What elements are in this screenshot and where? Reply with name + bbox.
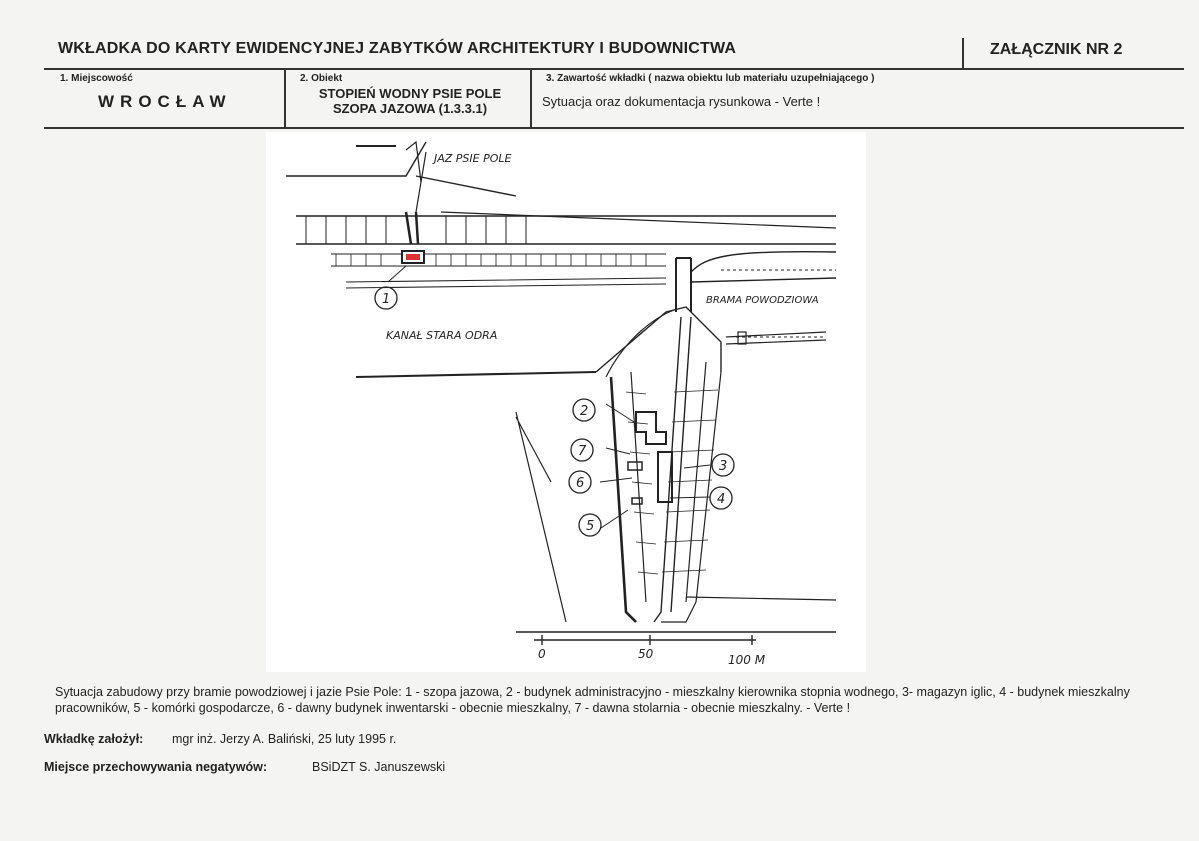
- storage-label: Miejsce przechowywania negatywów:: [44, 760, 267, 774]
- sheet-title: WKŁADKA DO KARTY EWIDENCYJNEJ ZABYTKÓW ARCHITEKTURY I BUDOWNICTWA: [58, 40, 737, 57]
- label-weir: JAZ PSIE POLE: [434, 152, 512, 165]
- scale-tick-50: 50: [638, 647, 654, 661]
- object-value: [290, 86, 530, 116]
- header-divider: [962, 38, 964, 68]
- storage-value: BSiDZT S. Januszewski: [312, 760, 446, 774]
- scale-tick-0: 0: [538, 647, 546, 661]
- author-label: Wkładkę założył:: [44, 732, 144, 746]
- marker-4: 4: [717, 492, 726, 507]
- site-plan-drawing: [266, 132, 866, 672]
- scale-tick-100: 100 M: [728, 653, 766, 667]
- content-value: Sytuacja oraz dokumentacja rysunkowa - Verte !: [542, 94, 821, 109]
- locality-label: 1. Miejscowość: [60, 73, 133, 84]
- marker-7: 7: [578, 444, 587, 459]
- site-plan: [266, 132, 866, 672]
- author-value: mgr inż. Jerzy A. Baliński, 25 luty 1995 r.: [172, 732, 397, 746]
- marker-5: 5: [586, 519, 595, 534]
- field-divider-1: [284, 68, 286, 128]
- object-line-1: STOPIEŃ WODNY PSIE POLE: [318, 86, 502, 101]
- annex-number: ZAŁĄCZNIK NR 2: [990, 41, 1123, 58]
- label-gate: BRAMA POWODZIOWA: [706, 295, 819, 306]
- marker-6: 6: [576, 476, 585, 491]
- marker-2: 2: [580, 404, 589, 419]
- header-top-rule: [44, 68, 1184, 70]
- header-bottom-rule: [44, 127, 1184, 129]
- content-label: 3. Zawartość wkładki ( nazwa obiektu lub materiału uzupełniającego ): [546, 73, 875, 84]
- plan-caption: Sytuacja zabudowy przy bramie powodziowej i jazie Psie Pole: 1 - szopa jazowa, 2 - budynek administracyjno - mieszkalny kierownika stopnia wodnego, 3- magazyn iglic, 4 - budynek mieszkalny pracowników, 5 - komórki gospodarcze, 6 - dawny budynek inwentarski - obecnie mieszkalny, 7 - dawna stolarnia - obecnie mieszkalny. - Verte !: [55, 685, 1130, 715]
- object-line-2: SZOPA JAZOWA (1.3.3.1): [332, 101, 488, 116]
- object-label: 2. Obiekt: [300, 73, 343, 84]
- label-canal: KANAŁ STARA ODRA: [386, 329, 498, 342]
- marker-3: 3: [719, 459, 728, 474]
- marker-1: 1: [382, 292, 391, 307]
- locality-value: WROCŁAW: [98, 92, 232, 111]
- field-divider-2: [530, 68, 532, 128]
